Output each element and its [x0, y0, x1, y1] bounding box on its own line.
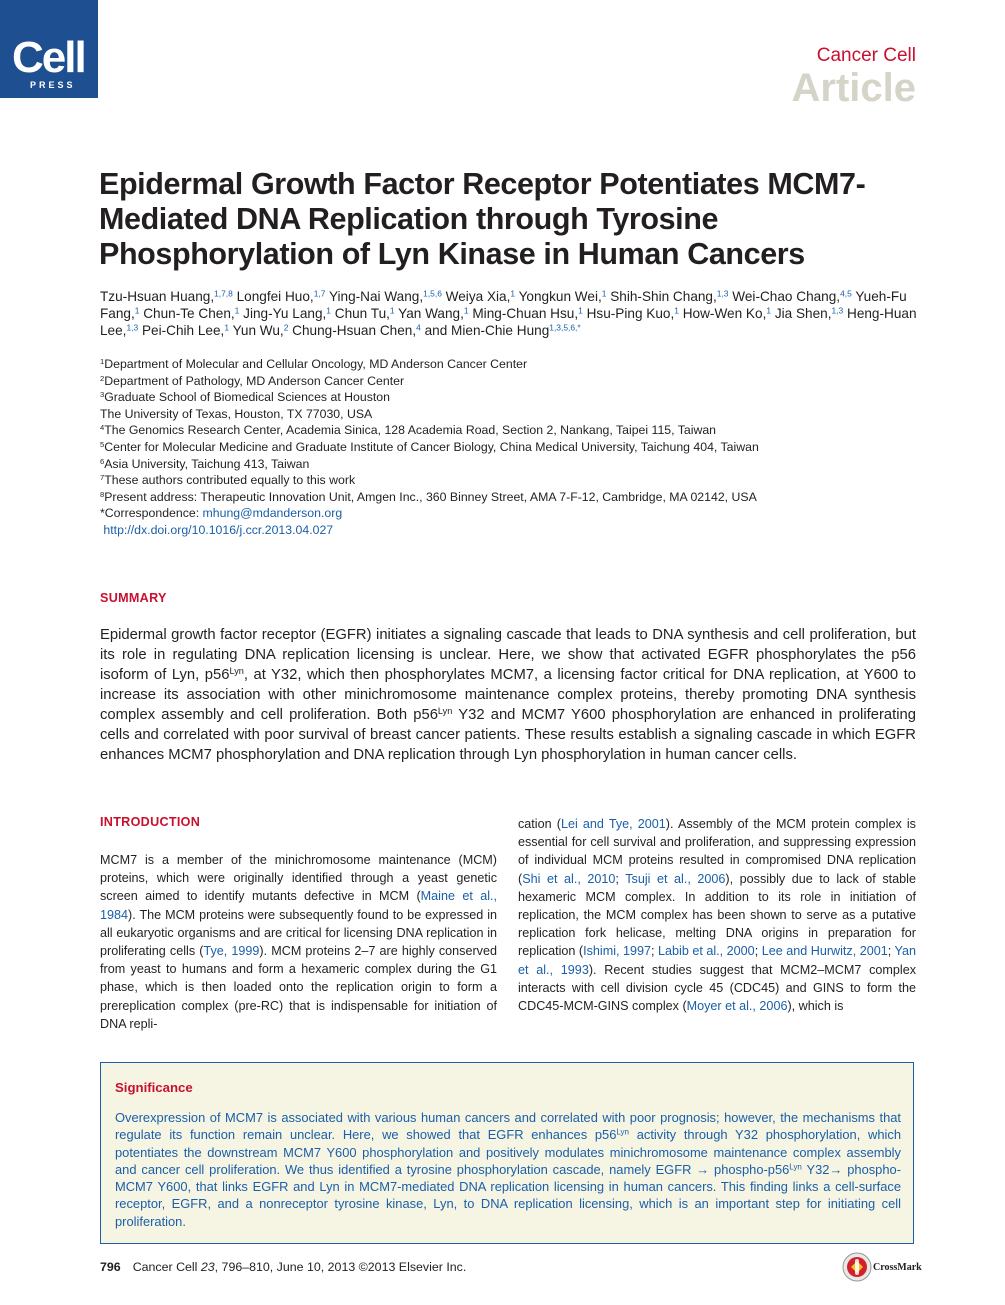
affiliation-marker: 4: [100, 423, 105, 433]
author-name: and Mien-Chie Hung: [424, 323, 550, 338]
summary-paragraph: Epidermal growth factor receptor (EGFR) initiates a signaling cascade that leads to DNA synthesis and cell proliferation, but its role in regulating DNA replication licensing is unclear. Here, we show that activated EGFR phosphorylates the p56 isoform of Lyn, $p56^{Lyn}$, at Y32, which then phosphorylates MCM7, a licensing factor critical for DNA replication, at Y600 to increase its association with other minichromosome maintenance complex proteins, thereby promoting DNA synthesis complex assembly and cell proliferation. Both $p56^{Lyn}$ Y32 and MCM7 Y600 phosphorylation are enhanced in proliferating cells and correlated with poor survival of breast cancer patients. These results establish a signaling cascade in which EGFR enhances MCM7 phosphorylation and DNA replication through Lyn phosphorylation in human cancer cells.: [100, 627, 916, 763]
correspondence-email-link[interactable]: mhung@mdanderson.org: [202, 506, 343, 521]
citation-link[interactable]: Labib et al., 2000: [658, 944, 755, 959]
affiliation-text: Present address: Therapeutic Innovation Unit, Amgen Inc., 360 Binney Street, AMA 7-F-12, Cambridge, MA 02142, USA: [104, 489, 757, 504]
affiliations: [100, 356, 920, 539]
author-name: Yan Wang,: [398, 306, 464, 321]
logo-press-text: PRESS: [30, 80, 76, 90]
author-name: Wei-Chao Chang,: [732, 289, 841, 304]
author-affiliation-marker: 1: [134, 305, 140, 316]
footer-citation: , 796–810, June 10, 2013 ©2013 Elsevier Inc.: [214, 1260, 467, 1274]
affiliation-text: Center for Molecular Medicine and Graduate Institute of Cancer Biology, China Medical University, Taichung 404, Taiwan: [104, 439, 759, 454]
author-affiliation-marker: 1,3: [831, 305, 844, 316]
affiliation-marker: 6: [100, 456, 105, 466]
citation-link[interactable]: Shi et al., 2010: [522, 871, 616, 886]
affiliation-text: The Genomics Research Center, Academia Sinica, 128 Academia Road, Section 2, Nankang, Taipei 115, Taiwan: [104, 423, 717, 438]
author-affiliation-marker: 1: [326, 305, 331, 316]
affiliation-item: [100, 456, 920, 473]
summary-heading: SUMMARY: [100, 591, 167, 605]
affiliation-text: Asia University, Taichung 413, Taiwan: [104, 456, 310, 471]
citation-link[interactable]: Maine et al., 1984: [100, 889, 497, 922]
doi-link[interactable]: http://dx.doi.org/10.1016/j.ccr.2013.04.027: [103, 522, 334, 537]
affiliation-item: [100, 389, 920, 406]
author-name: Jing-Yu Lang,: [243, 306, 327, 321]
footer-journal: Cancer Cell: [132, 1260, 201, 1274]
correspondence: [100, 505, 920, 522]
affiliation-marker: 1: [100, 356, 105, 366]
affiliation-text: These authors contributed equally to this work: [104, 473, 356, 488]
affiliation-marker: 2: [100, 373, 105, 383]
author-affiliation-marker: 1: [234, 305, 240, 316]
affiliation-text: Graduate School of Biomedical Sciences at Houston: [104, 390, 390, 405]
affiliation-item: [100, 439, 920, 456]
author-list: [100, 288, 920, 339]
author-affiliation-marker: 1,3: [126, 322, 139, 333]
citation-link[interactable]: Yan et al., 1993: [518, 944, 916, 977]
author-name: Hsu-Ping Kuo,: [586, 306, 675, 321]
author-name: Pei-Chih Lee,: [141, 323, 225, 338]
author-name: Ming-Chuan Hsu,: [472, 306, 579, 321]
author-affiliation-marker: 2: [283, 322, 289, 333]
affiliation-item: [100, 356, 920, 373]
cell-press-logo: [0, 0, 98, 98]
affiliation-marker: 3: [100, 390, 105, 399]
significance-heading: Significance: [115, 1080, 193, 1095]
citation-link[interactable]: Lee and Hurwitz, 2001: [761, 944, 888, 959]
author-affiliation-marker: 1: [389, 305, 395, 316]
logo-cell-text: Cell: [12, 33, 85, 82]
author-affiliation-marker: 1: [463, 305, 469, 316]
affiliation-item: [100, 472, 920, 489]
author-name: Jia Shen,: [774, 306, 832, 321]
author-name: Ying-Nai Wang,: [328, 289, 424, 304]
affiliation-marker: 5: [100, 439, 105, 449]
author-name: Chun-Te Chen,: [143, 306, 235, 321]
citation-link[interactable]: Tye, 1999: [203, 944, 260, 959]
author-affiliation-marker: 1,3,5,6,*: [549, 322, 581, 333]
author-affiliation-marker: 1: [578, 305, 583, 316]
author-name: Longfei Huo,: [236, 289, 314, 304]
author-affiliation-marker: 1: [601, 288, 607, 299]
affiliation-item: [100, 373, 920, 390]
author-name: Tzu-Hsuan Huang,: [100, 289, 215, 304]
author-name: Heng-Huan Lee,: [100, 306, 917, 338]
introduction-column-2: cation (Lei and Tye, 2001). Assembly of the MCM protein complex is essential for cell survival and proliferation, and suppressing expression of individual MCM proteins resulted in compromised DNA replication (Shi et al., 2010; Tsuji et al., 2006), possibly due to lack of stable hexameric MCM complex. In addition to its role in initiation of replication, the MCM complex has been shown to serve as a putative replication fork helicase, melting DNA origins in preparation for replication (Ishimi, 1997; Labib et al., 2000; Lee and Hurwitz, 2001; Yan et al., 1993). Recent studies suggest that MCM2–MCM7 complex interacts with cell division cycle 45 (CDC45) and GINS to form the CDC45-MCM-GINS complex (Moyer et al., 2006), which is: [518, 817, 916, 1014]
citation-link[interactable]: Ishimi, 1997: [583, 944, 652, 959]
correspondence-label: *Correspondence:: [100, 506, 203, 521]
author-name: Shih-Shin Chang,: [610, 289, 717, 304]
author-affiliation-marker: 1,3: [716, 288, 729, 299]
author-affiliation-marker: 1,7: [313, 288, 326, 299]
author-name: How-Wen Ko,: [682, 306, 767, 321]
footer-volume: 23: [200, 1260, 215, 1274]
affiliation-marker: 7: [100, 472, 105, 482]
affiliation-text: Department of Pathology, MD Anderson Cancer Center: [104, 373, 405, 388]
author-affiliation-marker: 1,5,6: [423, 288, 442, 299]
page-number: 796: [100, 1260, 121, 1274]
author-name: Yun Wu,: [232, 323, 284, 338]
crossmark-label[interactable]: CrossMark: [873, 1262, 922, 1273]
author-affiliation-marker: 1: [510, 288, 516, 299]
author-affiliation-marker: 1: [766, 305, 772, 316]
affiliation-marker: 8: [100, 489, 105, 499]
citation-link[interactable]: Moyer et al., 2006: [686, 999, 788, 1014]
introduction-heading: INTRODUCTION: [100, 815, 201, 829]
affiliation-list: [100, 356, 920, 505]
author-affiliation-marker: 4: [416, 322, 421, 333]
author-name: Chun Tu,: [334, 306, 390, 321]
author-affiliation-marker: 4,5: [840, 288, 852, 299]
significance-text: Overexpression of MCM7 is associated with various human cancers and correlated with poor prognosis; however, the mechanisms that regulate its function remain unclear. Here, we showed that EGFR enhances $p56^{Lyn}$ activity through Y32 phosphorylation, which potentiates the downstream MCM7 Y600 phosphorylation and positively modulates minichromosome maintenance complex assembly and cancer cell proliferation. We thus identified a tyrosine phosphorylation cascade, namely EGFR → phospho-$p56^{Lyn}$ Y32→ phospho-MCM7 Y600, that links EGFR and Lyn in MCM7-mediated DNA replication licensing in human cancers. This finding links a cell-surface receptor, EGFR, and a nonreceptor tyrosine kinase, Lyn, to DNA replication licensing, which is an important step for initiating cell proliferation.: [115, 1110, 901, 1229]
affiliation-text: The University of Texas, Houston, TX 77030, USA: [100, 406, 373, 421]
citation-link[interactable]: Lei and Tye, 2001: [560, 817, 666, 831]
introduction-column-1: MCM7 is a member of the minichromosome maintenance (MCM) proteins, which were originally identified through a yeast genetic screen aimed to identify mutants defective in MCM (Maine et al., 1984). The MCM proteins were subsequently found to be expressed in all eukaryotic organisms and are critical for licensing DNA replication in proliferating cells (Tye, 1999). MCM proteins 2–7 are highly conserved from yeast to humans and form a hexameric complex during the G1 phase, which is then loaded onto the replication origin to form a prereplication complex (pre-RC) that is indispensable for initiation of DNA repli-: [100, 853, 497, 1031]
author-affiliation-marker: 1: [224, 322, 230, 333]
author-affiliation-marker: 1: [674, 305, 679, 316]
affiliation-item: [100, 406, 920, 423]
affiliation-item: [100, 489, 920, 506]
author-name: Yongkun Wei,: [518, 289, 602, 304]
article-type: Article: [791, 66, 916, 110]
affiliation-text: Department of Molecular and Cellular Oncology, MD Anderson Cancer Center: [104, 357, 528, 371]
journal-name: Cancer Cell: [816, 45, 916, 66]
affiliation-item: [100, 422, 920, 439]
paper-title: Epidermal Growth Factor Receptor Potentiates MCM7-Mediated DNA Replication through Tyrosine Phosphorylation of Lyn Kinase in Human Cancers: [99, 167, 866, 271]
author-name: Yueh-Fu Fang,: [100, 289, 907, 321]
page-footer: [100, 1260, 466, 1274]
author-name: Chung-Hsuan Chen,: [292, 323, 417, 338]
author-affiliation-marker: 1,7,8: [214, 288, 233, 299]
citation-link[interactable]: Tsuji et al., 2006: [625, 871, 726, 886]
author-name: Weiya Xia,: [445, 289, 511, 304]
